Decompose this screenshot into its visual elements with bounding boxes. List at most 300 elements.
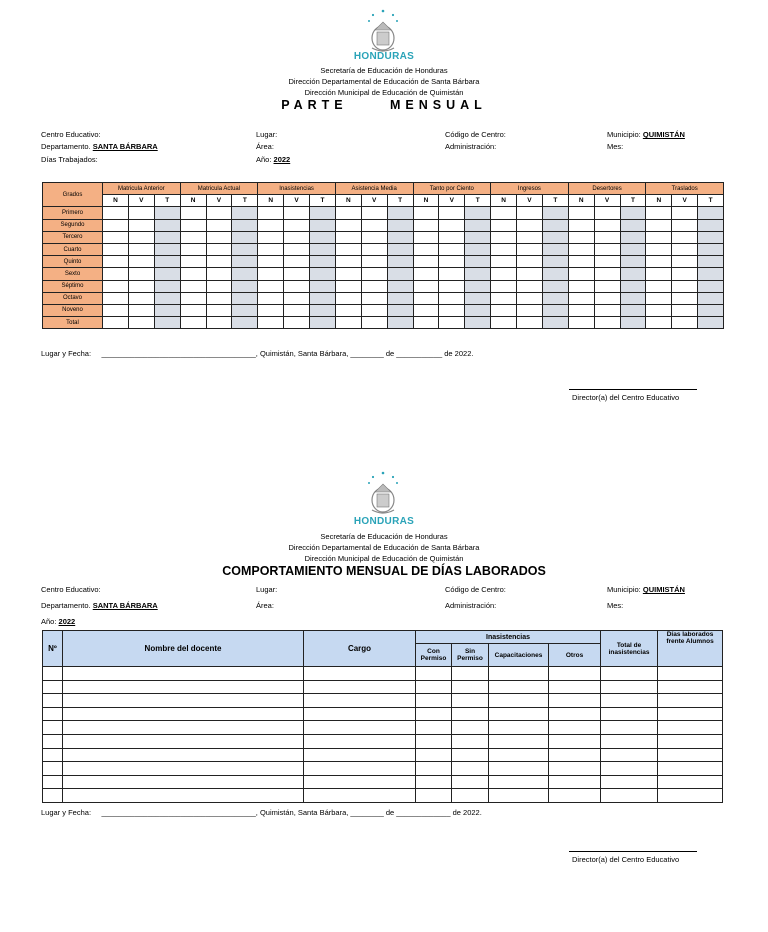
data-cell[interactable] <box>452 667 489 681</box>
data-cell[interactable] <box>489 775 549 789</box>
data-cell[interactable] <box>43 762 63 776</box>
data-cell[interactable] <box>549 680 601 694</box>
data-cell[interactable] <box>594 304 620 316</box>
data-cell[interactable] <box>63 748 304 762</box>
data-cell[interactable] <box>646 207 672 219</box>
data-cell[interactable] <box>594 256 620 268</box>
data-cell[interactable] <box>361 304 387 316</box>
data-cell[interactable] <box>387 207 413 219</box>
data-cell[interactable] <box>43 775 63 789</box>
data-cell[interactable] <box>698 280 724 292</box>
data-cell[interactable] <box>63 775 304 789</box>
data-cell[interactable] <box>258 280 284 292</box>
data-cell[interactable] <box>452 721 489 735</box>
data-cell[interactable] <box>284 219 310 231</box>
data-cell[interactable] <box>594 243 620 255</box>
data-cell[interactable] <box>310 292 336 304</box>
data-cell[interactable] <box>658 694 723 708</box>
data-cell[interactable] <box>258 256 284 268</box>
data-cell[interactable] <box>658 707 723 721</box>
data-cell[interactable] <box>646 280 672 292</box>
data-cell[interactable] <box>491 280 517 292</box>
data-cell[interactable] <box>658 748 723 762</box>
data-cell[interactable] <box>698 292 724 304</box>
data-cell[interactable] <box>542 231 568 243</box>
data-cell[interactable] <box>180 317 206 329</box>
data-cell[interactable] <box>154 219 180 231</box>
data-cell[interactable] <box>128 317 154 329</box>
data-cell[interactable] <box>568 304 594 316</box>
data-cell[interactable] <box>594 317 620 329</box>
data-cell[interactable] <box>672 231 698 243</box>
data-cell[interactable] <box>568 243 594 255</box>
data-cell[interactable] <box>658 734 723 748</box>
data-cell[interactable] <box>413 243 439 255</box>
data-cell[interactable] <box>620 268 646 280</box>
data-cell[interactable] <box>601 789 658 803</box>
data-cell[interactable] <box>413 304 439 316</box>
data-cell[interactable] <box>601 667 658 681</box>
data-cell[interactable] <box>452 762 489 776</box>
data-cell[interactable] <box>672 207 698 219</box>
data-cell[interactable] <box>310 256 336 268</box>
data-cell[interactable] <box>568 207 594 219</box>
data-cell[interactable] <box>335 292 361 304</box>
data-cell[interactable] <box>180 219 206 231</box>
data-cell[interactable] <box>491 292 517 304</box>
data-cell[interactable] <box>258 292 284 304</box>
data-cell[interactable] <box>594 268 620 280</box>
data-cell[interactable] <box>698 231 724 243</box>
data-cell[interactable] <box>594 231 620 243</box>
data-cell[interactable] <box>542 280 568 292</box>
data-cell[interactable] <box>568 317 594 329</box>
data-cell[interactable] <box>413 292 439 304</box>
data-cell[interactable] <box>103 280 129 292</box>
data-cell[interactable] <box>387 243 413 255</box>
data-cell[interactable] <box>517 317 543 329</box>
data-cell[interactable] <box>304 789 416 803</box>
data-cell[interactable] <box>310 219 336 231</box>
data-cell[interactable] <box>620 280 646 292</box>
data-cell[interactable] <box>465 304 491 316</box>
data-cell[interactable] <box>517 256 543 268</box>
data-cell[interactable] <box>103 268 129 280</box>
data-cell[interactable] <box>465 292 491 304</box>
data-cell[interactable] <box>413 219 439 231</box>
data-cell[interactable] <box>387 231 413 243</box>
data-cell[interactable] <box>491 207 517 219</box>
data-cell[interactable] <box>232 256 258 268</box>
data-cell[interactable] <box>646 292 672 304</box>
data-cell[interactable] <box>491 219 517 231</box>
data-cell[interactable] <box>491 256 517 268</box>
data-cell[interactable] <box>284 292 310 304</box>
data-cell[interactable] <box>63 707 304 721</box>
data-cell[interactable] <box>361 231 387 243</box>
data-cell[interactable] <box>452 748 489 762</box>
data-cell[interactable] <box>517 219 543 231</box>
data-cell[interactable] <box>304 707 416 721</box>
data-cell[interactable] <box>549 707 601 721</box>
data-cell[interactable] <box>568 256 594 268</box>
data-cell[interactable] <box>128 268 154 280</box>
data-cell[interactable] <box>542 292 568 304</box>
data-cell[interactable] <box>658 762 723 776</box>
data-cell[interactable] <box>517 243 543 255</box>
data-cell[interactable] <box>416 667 452 681</box>
data-cell[interactable] <box>542 219 568 231</box>
data-cell[interactable] <box>465 280 491 292</box>
data-cell[interactable] <box>103 219 129 231</box>
data-cell[interactable] <box>154 231 180 243</box>
data-cell[interactable] <box>413 256 439 268</box>
data-cell[interactable] <box>413 268 439 280</box>
data-cell[interactable] <box>103 231 129 243</box>
data-cell[interactable] <box>206 304 232 316</box>
data-cell[interactable] <box>304 734 416 748</box>
data-cell[interactable] <box>568 219 594 231</box>
data-cell[interactable] <box>180 256 206 268</box>
data-cell[interactable] <box>232 243 258 255</box>
data-cell[interactable] <box>489 762 549 776</box>
data-cell[interactable] <box>335 317 361 329</box>
data-cell[interactable] <box>335 268 361 280</box>
data-cell[interactable] <box>63 789 304 803</box>
data-cell[interactable] <box>439 231 465 243</box>
data-cell[interactable] <box>439 219 465 231</box>
data-cell[interactable] <box>698 219 724 231</box>
data-cell[interactable] <box>154 317 180 329</box>
data-cell[interactable] <box>601 694 658 708</box>
data-cell[interactable] <box>517 207 543 219</box>
data-cell[interactable] <box>549 748 601 762</box>
data-cell[interactable] <box>452 775 489 789</box>
data-cell[interactable] <box>43 707 63 721</box>
data-cell[interactable] <box>658 789 723 803</box>
data-cell[interactable] <box>601 680 658 694</box>
data-cell[interactable] <box>335 256 361 268</box>
data-cell[interactable] <box>232 231 258 243</box>
data-cell[interactable] <box>63 721 304 735</box>
data-cell[interactable] <box>672 268 698 280</box>
data-cell[interactable] <box>206 256 232 268</box>
data-cell[interactable] <box>232 280 258 292</box>
data-cell[interactable] <box>63 694 304 708</box>
data-cell[interactable] <box>672 317 698 329</box>
data-cell[interactable] <box>232 268 258 280</box>
data-cell[interactable] <box>103 292 129 304</box>
data-cell[interactable] <box>180 280 206 292</box>
data-cell[interactable] <box>549 775 601 789</box>
data-cell[interactable] <box>658 667 723 681</box>
data-cell[interactable] <box>310 207 336 219</box>
data-cell[interactable] <box>465 219 491 231</box>
data-cell[interactable] <box>304 694 416 708</box>
data-cell[interactable] <box>361 207 387 219</box>
data-cell[interactable] <box>465 268 491 280</box>
data-cell[interactable] <box>310 268 336 280</box>
data-cell[interactable] <box>439 207 465 219</box>
data-cell[interactable] <box>206 231 232 243</box>
data-cell[interactable] <box>180 304 206 316</box>
data-cell[interactable] <box>672 292 698 304</box>
data-cell[interactable] <box>258 268 284 280</box>
data-cell[interactable] <box>658 721 723 735</box>
data-cell[interactable] <box>361 219 387 231</box>
data-cell[interactable] <box>335 280 361 292</box>
data-cell[interactable] <box>549 667 601 681</box>
data-cell[interactable] <box>43 748 63 762</box>
data-cell[interactable] <box>698 317 724 329</box>
data-cell[interactable] <box>43 694 63 708</box>
data-cell[interactable] <box>489 680 549 694</box>
data-cell[interactable] <box>416 694 452 708</box>
data-cell[interactable] <box>413 231 439 243</box>
data-cell[interactable] <box>465 207 491 219</box>
data-cell[interactable] <box>180 243 206 255</box>
data-cell[interactable] <box>103 317 129 329</box>
data-cell[interactable] <box>128 243 154 255</box>
data-cell[interactable] <box>620 317 646 329</box>
data-cell[interactable] <box>465 243 491 255</box>
data-cell[interactable] <box>361 292 387 304</box>
data-cell[interactable] <box>601 707 658 721</box>
data-cell[interactable] <box>258 231 284 243</box>
data-cell[interactable] <box>416 707 452 721</box>
data-cell[interactable] <box>335 219 361 231</box>
data-cell[interactable] <box>103 207 129 219</box>
data-cell[interactable] <box>206 280 232 292</box>
data-cell[interactable] <box>698 207 724 219</box>
data-cell[interactable] <box>568 292 594 304</box>
data-cell[interactable] <box>154 256 180 268</box>
data-cell[interactable] <box>465 256 491 268</box>
data-cell[interactable] <box>517 231 543 243</box>
data-cell[interactable] <box>672 304 698 316</box>
data-cell[interactable] <box>698 243 724 255</box>
data-cell[interactable] <box>416 680 452 694</box>
data-cell[interactable] <box>413 207 439 219</box>
data-cell[interactable] <box>620 256 646 268</box>
data-cell[interactable] <box>489 694 549 708</box>
data-cell[interactable] <box>43 789 63 803</box>
data-cell[interactable] <box>542 304 568 316</box>
data-cell[interactable] <box>620 243 646 255</box>
data-cell[interactable] <box>361 256 387 268</box>
data-cell[interactable] <box>491 317 517 329</box>
data-cell[interactable] <box>439 304 465 316</box>
data-cell[interactable] <box>387 292 413 304</box>
data-cell[interactable] <box>439 292 465 304</box>
data-cell[interactable] <box>154 268 180 280</box>
data-cell[interactable] <box>387 304 413 316</box>
data-cell[interactable] <box>601 762 658 776</box>
data-cell[interactable] <box>698 304 724 316</box>
data-cell[interactable] <box>206 219 232 231</box>
data-cell[interactable] <box>258 304 284 316</box>
data-cell[interactable] <box>43 721 63 735</box>
data-cell[interactable] <box>103 243 129 255</box>
data-cell[interactable] <box>646 219 672 231</box>
data-cell[interactable] <box>284 243 310 255</box>
data-cell[interactable] <box>232 304 258 316</box>
data-cell[interactable] <box>128 304 154 316</box>
data-cell[interactable] <box>335 207 361 219</box>
data-cell[interactable] <box>335 231 361 243</box>
data-cell[interactable] <box>361 243 387 255</box>
data-cell[interactable] <box>439 317 465 329</box>
data-cell[interactable] <box>646 268 672 280</box>
data-cell[interactable] <box>387 280 413 292</box>
data-cell[interactable] <box>310 243 336 255</box>
data-cell[interactable] <box>284 317 310 329</box>
data-cell[interactable] <box>489 707 549 721</box>
data-cell[interactable] <box>568 280 594 292</box>
data-cell[interactable] <box>387 268 413 280</box>
data-cell[interactable] <box>128 280 154 292</box>
data-cell[interactable] <box>310 231 336 243</box>
data-cell[interactable] <box>672 256 698 268</box>
data-cell[interactable] <box>672 219 698 231</box>
data-cell[interactable] <box>601 721 658 735</box>
data-cell[interactable] <box>128 207 154 219</box>
data-cell[interactable] <box>43 734 63 748</box>
data-cell[interactable] <box>646 317 672 329</box>
data-cell[interactable] <box>63 680 304 694</box>
data-cell[interactable] <box>465 231 491 243</box>
data-cell[interactable] <box>154 292 180 304</box>
data-cell[interactable] <box>154 207 180 219</box>
data-cell[interactable] <box>491 231 517 243</box>
data-cell[interactable] <box>491 243 517 255</box>
data-cell[interactable] <box>335 243 361 255</box>
data-cell[interactable] <box>672 280 698 292</box>
data-cell[interactable] <box>206 317 232 329</box>
data-cell[interactable] <box>258 219 284 231</box>
data-cell[interactable] <box>452 707 489 721</box>
data-cell[interactable] <box>698 268 724 280</box>
data-cell[interactable] <box>549 734 601 748</box>
data-cell[interactable] <box>489 667 549 681</box>
data-cell[interactable] <box>416 789 452 803</box>
data-cell[interactable] <box>601 748 658 762</box>
data-cell[interactable] <box>658 775 723 789</box>
data-cell[interactable] <box>284 280 310 292</box>
data-cell[interactable] <box>180 292 206 304</box>
data-cell[interactable] <box>549 694 601 708</box>
data-cell[interactable] <box>206 243 232 255</box>
data-cell[interactable] <box>258 243 284 255</box>
data-cell[interactable] <box>206 292 232 304</box>
data-cell[interactable] <box>304 762 416 776</box>
data-cell[interactable] <box>63 667 304 681</box>
data-cell[interactable] <box>416 748 452 762</box>
data-cell[interactable] <box>646 231 672 243</box>
data-cell[interactable] <box>549 721 601 735</box>
data-cell[interactable] <box>568 231 594 243</box>
data-cell[interactable] <box>416 762 452 776</box>
data-cell[interactable] <box>489 789 549 803</box>
data-cell[interactable] <box>542 207 568 219</box>
data-cell[interactable] <box>387 219 413 231</box>
data-cell[interactable] <box>620 292 646 304</box>
data-cell[interactable] <box>416 721 452 735</box>
data-cell[interactable] <box>284 231 310 243</box>
data-cell[interactable] <box>206 207 232 219</box>
data-cell[interactable] <box>646 256 672 268</box>
data-cell[interactable] <box>361 280 387 292</box>
data-cell[interactable] <box>439 268 465 280</box>
data-cell[interactable] <box>284 304 310 316</box>
data-cell[interactable] <box>310 280 336 292</box>
data-cell[interactable] <box>180 207 206 219</box>
data-cell[interactable] <box>180 231 206 243</box>
data-cell[interactable] <box>517 268 543 280</box>
data-cell[interactable] <box>465 317 491 329</box>
data-cell[interactable] <box>549 762 601 776</box>
data-cell[interactable] <box>361 317 387 329</box>
data-cell[interactable] <box>180 268 206 280</box>
data-cell[interactable] <box>542 243 568 255</box>
data-cell[interactable] <box>304 667 416 681</box>
data-cell[interactable] <box>416 734 452 748</box>
data-cell[interactable] <box>452 694 489 708</box>
data-cell[interactable] <box>439 280 465 292</box>
data-cell[interactable] <box>542 268 568 280</box>
data-cell[interactable] <box>103 256 129 268</box>
data-cell[interactable] <box>489 734 549 748</box>
data-cell[interactable] <box>128 219 154 231</box>
data-cell[interactable] <box>452 680 489 694</box>
data-cell[interactable] <box>310 304 336 316</box>
data-cell[interactable] <box>620 219 646 231</box>
data-cell[interactable] <box>672 243 698 255</box>
data-cell[interactable] <box>698 256 724 268</box>
data-cell[interactable] <box>63 734 304 748</box>
data-cell[interactable] <box>620 304 646 316</box>
data-cell[interactable] <box>304 748 416 762</box>
data-cell[interactable] <box>232 219 258 231</box>
data-cell[interactable] <box>304 680 416 694</box>
data-cell[interactable] <box>154 304 180 316</box>
data-cell[interactable] <box>128 292 154 304</box>
data-cell[interactable] <box>258 207 284 219</box>
data-cell[interactable] <box>232 207 258 219</box>
data-cell[interactable] <box>416 775 452 789</box>
data-cell[interactable] <box>452 734 489 748</box>
data-cell[interactable] <box>658 680 723 694</box>
data-cell[interactable] <box>491 304 517 316</box>
data-cell[interactable] <box>387 317 413 329</box>
data-cell[interactable] <box>413 317 439 329</box>
data-cell[interactable] <box>206 268 232 280</box>
data-cell[interactable] <box>439 243 465 255</box>
data-cell[interactable] <box>284 268 310 280</box>
data-cell[interactable] <box>284 256 310 268</box>
data-cell[interactable] <box>128 231 154 243</box>
data-cell[interactable] <box>361 268 387 280</box>
data-cell[interactable] <box>620 207 646 219</box>
data-cell[interactable] <box>646 243 672 255</box>
data-cell[interactable] <box>413 280 439 292</box>
data-cell[interactable] <box>517 304 543 316</box>
data-cell[interactable] <box>304 775 416 789</box>
data-cell[interactable] <box>310 317 336 329</box>
data-cell[interactable] <box>542 317 568 329</box>
data-cell[interactable] <box>489 721 549 735</box>
data-cell[interactable] <box>258 317 284 329</box>
